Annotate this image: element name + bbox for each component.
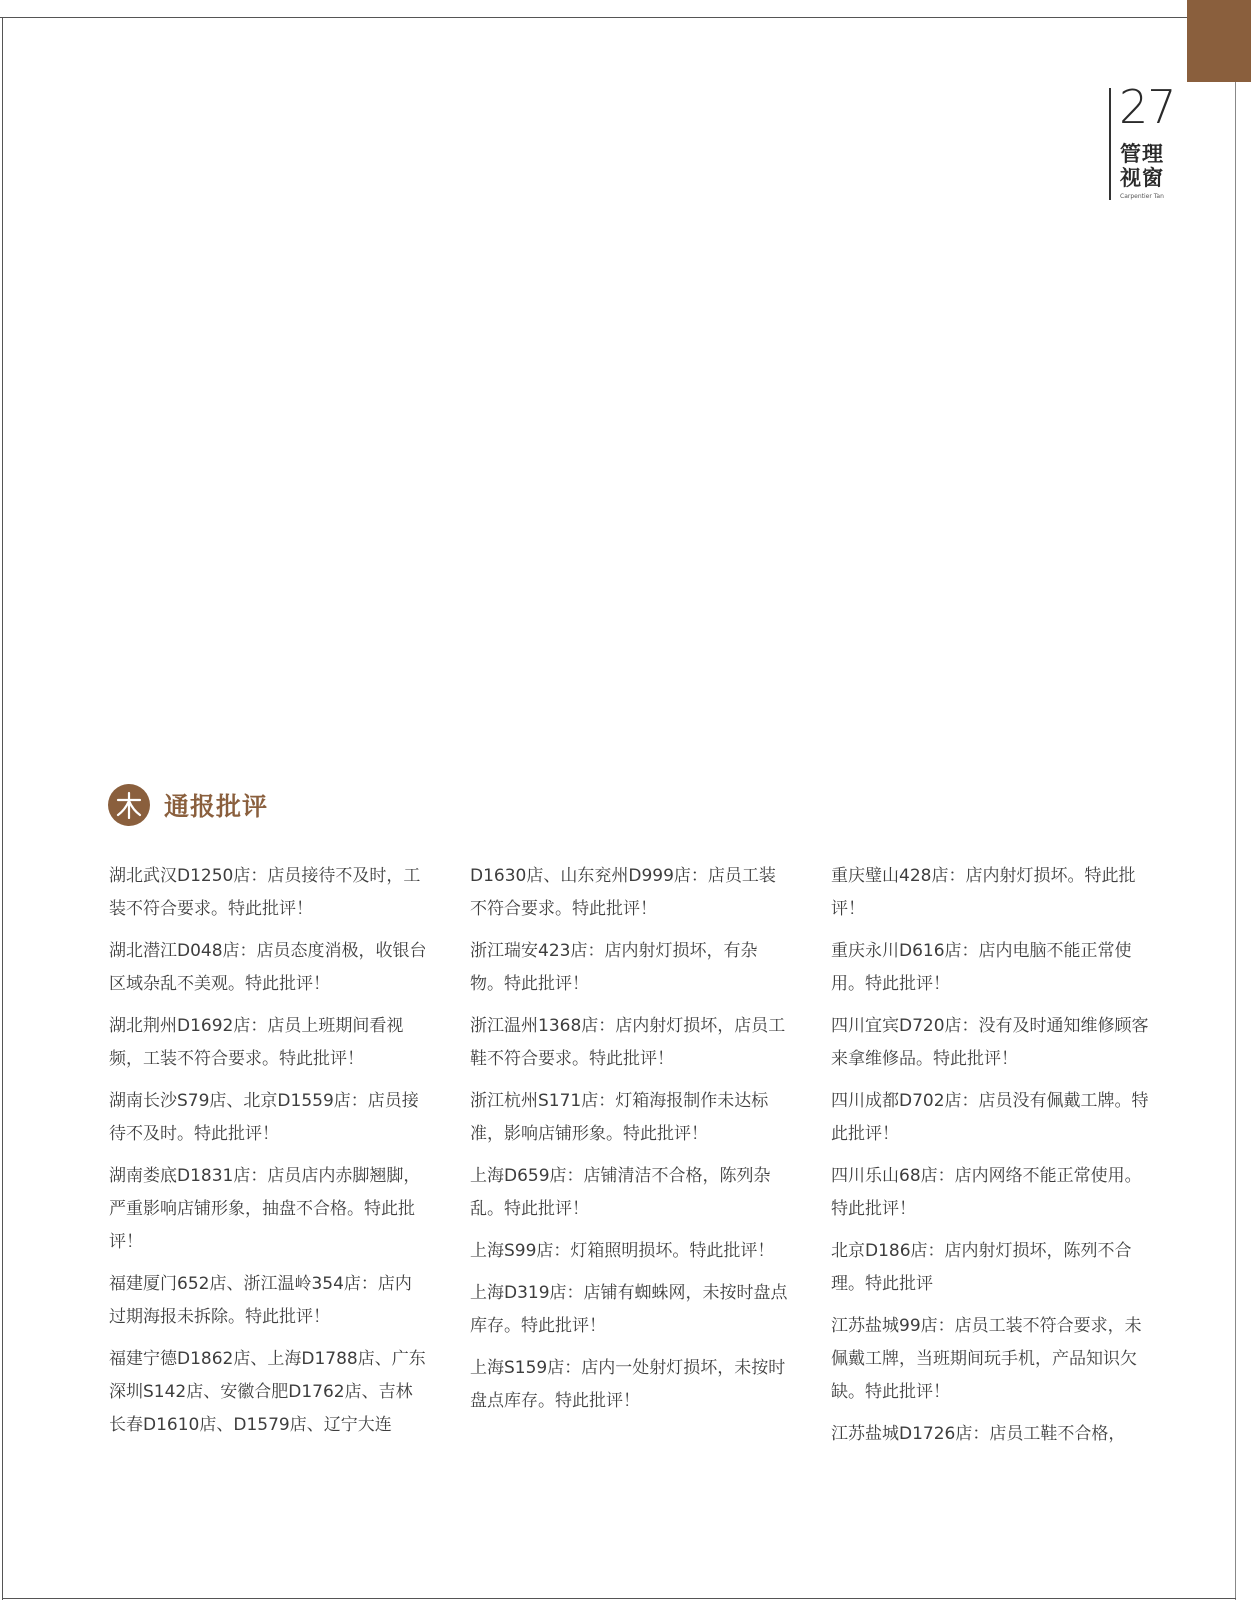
article-column-3 (831, 860, 1149, 1460)
notice-paragraph: 重庆永川D616店：店内电脑不能正常使用。特此批评！ (831, 941, 1132, 994)
notice-paragraph: 江苏盐城99店：店员工装不符合要求，未佩戴工牌，当班期间玩手机，产品知识欠缺。特此批评！ (831, 1316, 1142, 1402)
notice-paragraph: 浙江温州1368店：店内射灯损坏，店员工鞋不符合要求。特此批评！ (470, 1016, 786, 1069)
article-column-2 (470, 860, 788, 1427)
notice-paragraph: 湖北荆州D1692店：店员上班期间看视频，工装不符合要求。特此批评！ (109, 1016, 404, 1069)
corner-color-block (1187, 0, 1251, 82)
notice-paragraph: 湖南长沙S79店、北京D1559店：店员接待不及时。特此批评！ (109, 1091, 419, 1144)
notice-paragraph: D1630店、山东兖州D999店：店员工装不符合要求。特此批评！ (470, 866, 776, 919)
notice-paragraph: 湖北潜江D048店：店员态度消极，收银台区域杂乱不美观。特此批评！ (109, 941, 427, 994)
notice-paragraph: 四川乐山68店：店内网络不能正常使用。特此批评！ (831, 1166, 1142, 1219)
notice-paragraph: 重庆璧山428店：店内射灯损坏。特此批评！ (831, 866, 1136, 919)
notice-paragraph: 上海S99店：灯箱照明损坏。特此批评！ (470, 1241, 775, 1261)
article-column-1 (109, 860, 427, 1451)
section-subtitle: Carpentier Tan (1120, 193, 1164, 200)
notice-paragraph: 四川成都D702店：店员没有佩戴工牌。特此批评！ (831, 1091, 1149, 1144)
notice-paragraph: 江苏盐城D1726店：店员工鞋不合格， (831, 1424, 1126, 1444)
page-frame-left (2, 17, 3, 1600)
notice-paragraph: 福建宁德D1862店、上海D1788店、广东深圳S142店、安徽合肥D1762店、吉林长春D1610店、D1579店、辽宁大连 (109, 1349, 426, 1435)
notice-paragraph: 浙江杭州S171店：灯箱海报制作未达标准，影响店铺形象。特此批评！ (470, 1091, 769, 1144)
page-frame-bottom (2, 1598, 1236, 1599)
notice-paragraph: 福建厦门652店、浙江温岭354店：店内过期海报未拆除。特此批评！ (109, 1274, 412, 1327)
section-title: 管理视窗 (1120, 142, 1164, 190)
notice-paragraph: 浙江瑞安423店：店内射灯损坏，有杂物。特此批评！ (470, 941, 758, 994)
page-frame-top (0, 17, 1187, 18)
notice-paragraph: 湖南娄底D1831店：店员店内赤脚翘脚，严重影响店铺形象，抽盘不合格。特此批评！ (109, 1166, 421, 1252)
notice-paragraph: 上海D659店：店铺清洁不合格，陈列杂乱。特此批评！ (470, 1166, 771, 1219)
page-header-mark (1109, 80, 1189, 202)
notice-paragraph: 北京D186店：店内射灯损坏，陈列不合理。特此批评 (831, 1241, 1132, 1294)
page-number: 27 (1119, 80, 1176, 134)
wood-glyph-svg (115, 791, 143, 819)
notice-paragraph: 湖北武汉D1250店：店员接待不及时，工装不符合要求。特此批评！ (109, 866, 421, 919)
section-heading (108, 784, 268, 826)
wood-character-icon (108, 784, 150, 826)
section-heading-title: 通报批评 (164, 792, 269, 821)
notice-paragraph: 上海S159店：店内一处射灯损坏，未按时盘点库存。特此批评！ (470, 1358, 786, 1411)
header-divider-line (1109, 88, 1111, 200)
notice-paragraph: 四川宜宾D720店：没有及时通知维修顾客来拿维修品。特此批评！ (831, 1016, 1149, 1069)
page-frame-right (1235, 81, 1236, 1600)
notice-paragraph: 上海D319店：店铺有蜘蛛网，未按时盘点库存。特此批评！ (470, 1283, 788, 1336)
